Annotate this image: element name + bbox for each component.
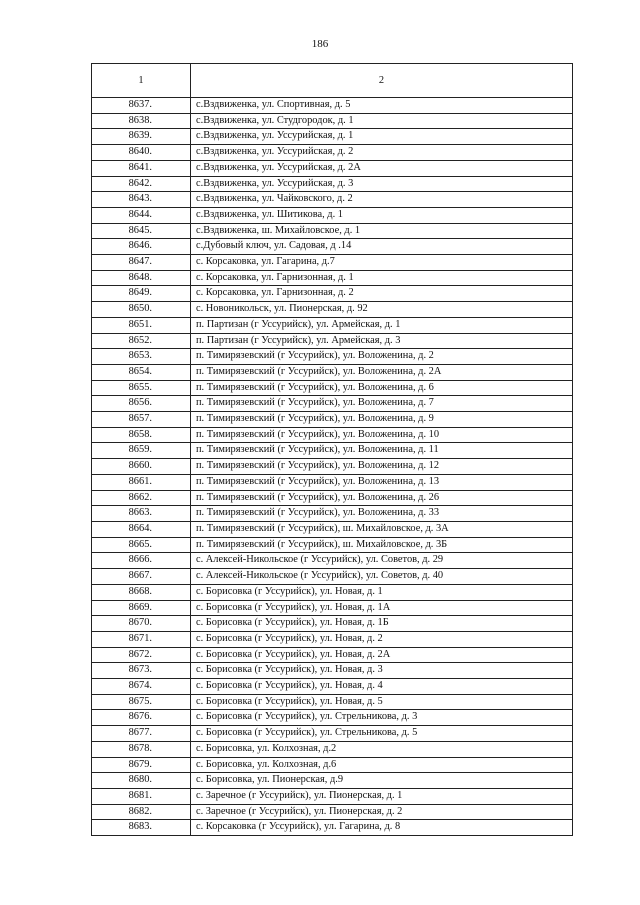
table-row [92,616,573,632]
row-address: с. Заречное (г Уссурийск), ул. Пионерская, д. 1 [191,788,573,804]
table-row [92,631,573,647]
table-row [92,427,573,443]
table-row [92,506,573,522]
table-row [92,584,573,600]
row-number: 8662. [92,490,191,506]
row-number: 8678. [92,741,191,757]
row-number: 8641. [92,160,191,176]
row-address: с.Дубовый ключ, ул. Садовая, д .14 [191,239,573,255]
row-number: 8673. [92,663,191,679]
row-address: с. Борисовка (г Уссурийск), ул. Новая, д. 1А [191,600,573,616]
table-row [92,569,573,585]
row-number: 8669. [92,600,191,616]
row-address: с.Вздвиженка, ш. Михайловское, д. 1 [191,223,573,239]
column-header-address: 2 [191,64,573,98]
table-row [92,113,573,129]
table-row [92,223,573,239]
row-number: 8655. [92,380,191,396]
table-row [92,459,573,475]
row-number: 8668. [92,584,191,600]
row-address: п. Тимирязевский (г Уссурийск), ул. Воложенина, д. 26 [191,490,573,506]
row-address: п. Партизан (г Уссурийск), ул. Армейская, д. 1 [191,317,573,333]
table-row [92,160,573,176]
row-number: 8670. [92,616,191,632]
row-address: с. Борисовка (г Уссурийск), ул. Стрельникова, д. 3 [191,710,573,726]
row-number: 8671. [92,631,191,647]
table-row [92,820,573,836]
row-address: с.Вздвиженка, ул. Уссурийская, д. 2 [191,145,573,161]
row-number: 8658. [92,427,191,443]
table-row [92,255,573,271]
table-row [92,553,573,569]
row-number: 8654. [92,364,191,380]
row-address: с.Вздвиженка, ул. Уссурийская, д. 2А [191,160,573,176]
row-address: п. Тимирязевский (г Уссурийск), ул. Воложенина, д. 7 [191,396,573,412]
row-address: с. Корсаковка, ул. Гарнизонная, д. 2 [191,286,573,302]
column-header-number: 1 [92,64,191,98]
row-number: 8653. [92,349,191,365]
row-number: 8676. [92,710,191,726]
table-body [92,98,573,836]
table-row [92,239,573,255]
row-number: 8675. [92,694,191,710]
row-address: с. Борисовка, ул. Пионерская, д.9 [191,773,573,789]
row-number: 8637. [92,98,191,114]
row-address: с.Вздвиженка, ул. Шитикова, д. 1 [191,207,573,223]
row-number: 8652. [92,333,191,349]
row-address: п. Тимирязевский (г Уссурийск), ул. Воложенина, д. 2 [191,349,573,365]
table-row [92,129,573,145]
table-row [92,679,573,695]
row-number: 8640. [92,145,191,161]
row-address: с. Борисовка (г Уссурийск), ул. Новая, д. 3 [191,663,573,679]
row-address: с. Борисовка (г Уссурийск), ул. Стрельникова, д. 5 [191,726,573,742]
table-row [92,600,573,616]
row-number: 8666. [92,553,191,569]
row-number: 8638. [92,113,191,129]
table-row [92,192,573,208]
table-row [92,286,573,302]
row-number: 8679. [92,757,191,773]
row-address: с. Заречное (г Уссурийск), ул. Пионерская, д. 2 [191,804,573,820]
row-number: 8642. [92,176,191,192]
row-address: п. Тимирязевский (г Уссурийск), ш. Михайловское, д. 3А [191,521,573,537]
row-number: 8672. [92,647,191,663]
row-number: 8681. [92,788,191,804]
row-address: с. Алексей-Никольское (г Уссурийск), ул. Советов, д. 29 [191,553,573,569]
address-table [91,63,573,836]
table-row [92,364,573,380]
row-address: с. Корсаковка (г Уссурийск), ул. Гагарина, д. 8 [191,820,573,836]
row-address: п. Тимирязевский (г Уссурийск), ш. Михайловское, д. 3Б [191,537,573,553]
table-row [92,663,573,679]
table-row [92,490,573,506]
row-number: 8651. [92,317,191,333]
table-row [92,788,573,804]
row-address: с. Алексей-Никольское (г Уссурийск), ул. Советов, д. 40 [191,569,573,585]
row-address: п. Тимирязевский (г Уссурийск), ул. Воложенина, д. 12 [191,459,573,475]
row-number: 8665. [92,537,191,553]
row-address: п. Партизан (г Уссурийск), ул. Армейская, д. 3 [191,333,573,349]
table-row [92,207,573,223]
row-number: 8674. [92,679,191,695]
table-row [92,521,573,537]
table-row [92,694,573,710]
row-number: 8656. [92,396,191,412]
table-row [92,270,573,286]
table-row [92,710,573,726]
row-address: с. Борисовка (г Уссурийск), ул. Новая, д. 4 [191,679,573,695]
row-address: с. Корсаковка, ул. Гагарина, д.7 [191,255,573,271]
table-row [92,349,573,365]
row-address: с. Борисовка, ул. Колхозная, д.2 [191,741,573,757]
table-row [92,380,573,396]
table-row [92,176,573,192]
row-number: 8648. [92,270,191,286]
row-address: с.Вздвиженка, ул. Уссурийская, д. 3 [191,176,573,192]
table-row [92,412,573,428]
row-address: с. Корсаковка, ул. Гарнизонная, д. 1 [191,270,573,286]
row-address: п. Тимирязевский (г Уссурийск), ул. Воложенина, д. 6 [191,380,573,396]
table-row [92,396,573,412]
table-row [92,647,573,663]
table-row [92,333,573,349]
row-number: 8667. [92,569,191,585]
row-number: 8677. [92,726,191,742]
table-row [92,474,573,490]
row-address: п. Тимирязевский (г Уссурийск), ул. Воложенина, д. 33 [191,506,573,522]
row-number: 8647. [92,255,191,271]
row-number: 8649. [92,286,191,302]
row-address: с. Борисовка, ул. Колхозная, д.6 [191,757,573,773]
table-row [92,804,573,820]
table-row [92,757,573,773]
row-number: 8664. [92,521,191,537]
table-row [92,741,573,757]
table-row [92,726,573,742]
row-address: с.Вздвиженка, ул. Чайковского, д. 2 [191,192,573,208]
row-address: с. Борисовка (г Уссурийск), ул. Новая, д. 5 [191,694,573,710]
row-address: с. Новоникольск, ул. Пионерская, д. 92 [191,302,573,318]
table-row [92,98,573,114]
row-number: 8682. [92,804,191,820]
row-address: п. Тимирязевский (г Уссурийск), ул. Воложенина, д. 2А [191,364,573,380]
row-number: 8663. [92,506,191,522]
table-header-row [92,64,573,98]
row-number: 8643. [92,192,191,208]
table-row [92,302,573,318]
row-number: 8659. [92,443,191,459]
table-row [92,537,573,553]
table-row [92,317,573,333]
row-address: п. Тимирязевский (г Уссурийск), ул. Воложенина, д. 11 [191,443,573,459]
row-address: п. Тимирязевский (г Уссурийск), ул. Воложенина, д. 13 [191,474,573,490]
row-number: 8646. [92,239,191,255]
row-address: с. Борисовка (г Уссурийск), ул. Новая, д. 2 [191,631,573,647]
row-address: с.Вздвиженка, ул. Студгородок, д. 1 [191,113,573,129]
row-number: 8660. [92,459,191,475]
row-address: с.Вздвиженка, ул. Спортивная, д. 5 [191,98,573,114]
row-number: 8639. [92,129,191,145]
row-address: с.Вздвиженка, ул. Уссурийская, д. 1 [191,129,573,145]
row-number: 8680. [92,773,191,789]
row-number: 8657. [92,412,191,428]
row-address: с. Борисовка (г Уссурийск), ул. Новая, д. 1Б [191,616,573,632]
table-row [92,443,573,459]
row-number: 8650. [92,302,191,318]
row-number: 8683. [92,820,191,836]
row-number: 8644. [92,207,191,223]
row-address: п. Тимирязевский (г Уссурийск), ул. Воложенина, д. 9 [191,412,573,428]
table-row [92,145,573,161]
row-address: п. Тимирязевский (г Уссурийск), ул. Воложенина, д. 10 [191,427,573,443]
row-number: 8661. [92,474,191,490]
table-row [92,773,573,789]
row-number: 8645. [92,223,191,239]
row-address: с. Борисовка (г Уссурийск), ул. Новая, д. 2А [191,647,573,663]
row-address: с. Борисовка (г Уссурийск), ул. Новая, д. 1 [191,584,573,600]
page-number: 186 [311,38,329,50]
